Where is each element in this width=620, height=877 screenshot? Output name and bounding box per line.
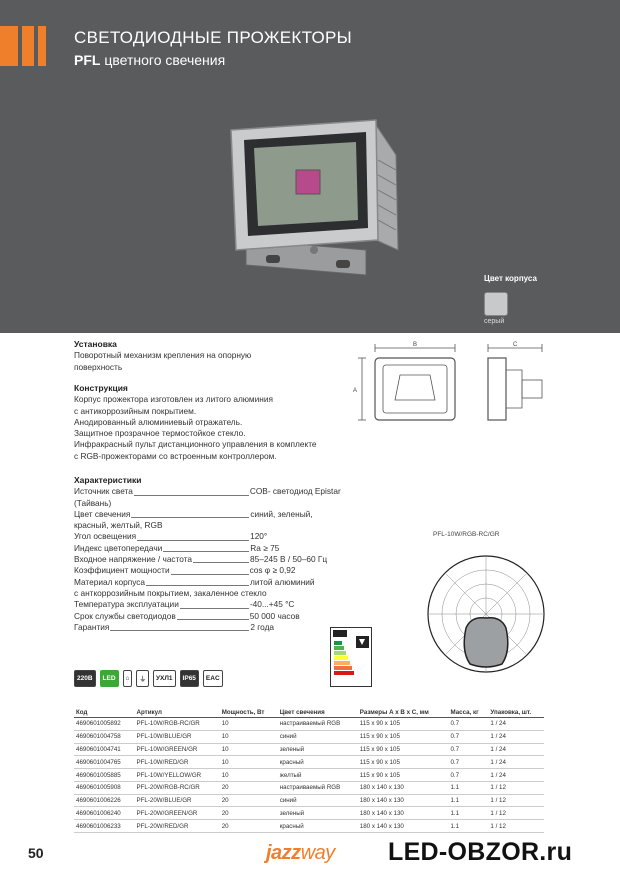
spec-row bbox=[74, 611, 364, 622]
table-cell: 10 bbox=[220, 718, 278, 731]
table-header-cell: Размеры А х В х С, мм bbox=[358, 708, 449, 718]
spec-value: Ra ≥ 75 bbox=[250, 542, 280, 553]
spec-key: Цвет свечения bbox=[74, 508, 131, 519]
construction-line: с RGB-прожекторами со встроенным контроллером. bbox=[74, 450, 277, 461]
construction-line: Защитное прозрачное термостойкое стекло. bbox=[74, 428, 246, 439]
spec-leader-line bbox=[177, 619, 249, 620]
table-cell: красный bbox=[278, 820, 358, 833]
spec-leader-line bbox=[180, 608, 249, 609]
spec-row bbox=[74, 531, 364, 542]
table-header-cell: Масса, кг bbox=[448, 708, 488, 718]
spec-row bbox=[74, 543, 364, 554]
ground-icon: ⏚ bbox=[136, 670, 149, 687]
spec-row bbox=[74, 599, 364, 610]
table-header-cell: Артикул bbox=[135, 708, 220, 718]
construction-line: Анодированный алюминиевый отражатель. bbox=[74, 416, 243, 427]
spec-continuation: с анткоррозийным покрытием, закаленное стекло bbox=[74, 587, 267, 598]
header-banner bbox=[0, 0, 620, 333]
spec-value: cos φ ≥ 0,92 bbox=[249, 565, 296, 576]
install-section bbox=[74, 339, 374, 373]
construction-line: Корпус прожектора изготовлен из литого алюминия bbox=[74, 394, 273, 405]
polar-light-distribution bbox=[426, 536, 546, 686]
table-header-cell: Мощность, Вт bbox=[220, 708, 278, 718]
table-cell: 20 bbox=[220, 820, 278, 833]
spec-leader-line bbox=[137, 540, 249, 541]
spec-leader-line bbox=[131, 517, 249, 518]
table-cell: 1 / 12 bbox=[488, 820, 544, 833]
table-header-cell: Упаковка, шт. bbox=[488, 708, 544, 718]
table-header-row bbox=[74, 708, 544, 718]
table-row bbox=[74, 743, 544, 756]
spec-list bbox=[74, 486, 364, 633]
spec-row bbox=[74, 565, 364, 576]
spec-value: 85–245 В / 50–60 Гц bbox=[250, 554, 328, 565]
spec-row bbox=[74, 509, 364, 520]
table-cell: 115 х 90 х 105 bbox=[358, 743, 449, 756]
table-cell: 4690601006233 bbox=[74, 820, 135, 833]
dim-a-label: A bbox=[353, 388, 358, 394]
brand-stripes bbox=[0, 26, 60, 66]
table-cell: 0.7 bbox=[448, 743, 488, 756]
case-color-swatch bbox=[484, 292, 508, 316]
spec-key: Срок службы светодиодов bbox=[74, 610, 176, 621]
table-cell: зеленый bbox=[278, 807, 358, 820]
table-row bbox=[74, 718, 544, 731]
spec-row bbox=[74, 577, 364, 588]
table-cell: PFL-10W/BLUE/GR bbox=[135, 730, 220, 743]
floodlight-photo bbox=[226, 100, 426, 280]
table-cell: 1 / 24 bbox=[488, 769, 544, 782]
table-cell: PFL-20W/BLUE/GR bbox=[135, 794, 220, 807]
page-title: СВЕТОДИОДНЫЕ ПРОЖЕКТОРЫ bbox=[74, 28, 353, 47]
eac-badge: EAC bbox=[203, 670, 223, 687]
spec-key: Гарантия bbox=[74, 621, 110, 632]
table-cell: 180 х 140 х 130 bbox=[358, 794, 449, 807]
table-cell: синий bbox=[278, 794, 358, 807]
table-cell: 10 bbox=[220, 756, 278, 769]
table-cell: 115 х 90 х 105 bbox=[358, 769, 449, 782]
table-cell: 20 bbox=[220, 794, 278, 807]
table-cell: 4690601004765 bbox=[74, 756, 135, 769]
table-cell: 10 bbox=[220, 769, 278, 782]
table-cell: 0.7 bbox=[448, 730, 488, 743]
table-row bbox=[74, 781, 544, 794]
spec-continuation: (Тайвань) bbox=[74, 497, 112, 508]
table-row bbox=[74, 820, 544, 833]
table-cell: синий bbox=[278, 730, 358, 743]
product-table bbox=[74, 708, 544, 833]
table-cell: настраиваемый RGB bbox=[278, 781, 358, 794]
specs-section bbox=[74, 475, 364, 633]
table-cell: 0.7 bbox=[448, 756, 488, 769]
page-number: 50 bbox=[28, 845, 44, 861]
table-cell: 1 / 24 bbox=[488, 730, 544, 743]
page-subtitle: PFL цветного свечения bbox=[74, 52, 226, 68]
table-cell: PFL-20W/RED/GR bbox=[135, 820, 220, 833]
table-cell: 0.7 bbox=[448, 769, 488, 782]
spec-row bbox=[74, 554, 364, 565]
spec-key: Индекс цветопередачи bbox=[74, 542, 163, 553]
table-row bbox=[74, 730, 544, 743]
table-row bbox=[74, 756, 544, 769]
spec-leader-line bbox=[193, 562, 249, 563]
spec-key: Материал корпуса bbox=[74, 576, 146, 587]
table-header-cell: Цвет свечения bbox=[278, 708, 358, 718]
construction-section bbox=[74, 383, 374, 462]
table-cell: 4690601004741 bbox=[74, 743, 135, 756]
table-cell: 4690601005885 bbox=[74, 769, 135, 782]
table-cell: 20 bbox=[220, 807, 278, 820]
table-cell: 180 х 140 х 130 bbox=[358, 807, 449, 820]
house-icon: ⌂ bbox=[123, 670, 133, 687]
table-row bbox=[74, 794, 544, 807]
spec-value: -40...+45 °С bbox=[249, 599, 295, 610]
table-cell: настраиваемый RGB bbox=[278, 718, 358, 731]
spec-row bbox=[74, 622, 364, 633]
dimension-drawing bbox=[350, 340, 560, 430]
table-cell: 4690601006226 bbox=[74, 794, 135, 807]
energy-label bbox=[330, 627, 372, 687]
table-cell: PFL-10W/GREEN/GR bbox=[135, 743, 220, 756]
construction-line: с антикоррозийным покрытием. bbox=[74, 405, 197, 416]
jazzway-logo: jazzway bbox=[266, 842, 335, 864]
table-cell: 1 / 12 bbox=[488, 807, 544, 820]
table-cell: 180 х 140 х 130 bbox=[358, 781, 449, 794]
table-cell: PFL-20W/RGB-RC/GR bbox=[135, 781, 220, 794]
table-cell: красный bbox=[278, 756, 358, 769]
table-cell: 180 х 140 х 130 bbox=[358, 820, 449, 833]
table-cell: 1.1 bbox=[448, 820, 488, 833]
table-cell: 115 х 90 х 105 bbox=[358, 756, 449, 769]
spec-continuation: красный, желтый, RGB bbox=[74, 520, 163, 531]
spec-row bbox=[74, 486, 364, 497]
spec-value: 50 000 часов bbox=[249, 610, 300, 621]
case-color-label: Цвет корпуса bbox=[484, 274, 537, 283]
spec-value: 2 года bbox=[250, 621, 275, 632]
table-cell: зеленый bbox=[278, 743, 358, 756]
spec-value: 120° bbox=[250, 531, 268, 542]
table-cell: 10 bbox=[220, 743, 278, 756]
table-cell: 1 / 12 bbox=[488, 781, 544, 794]
table-header-cell: Код bbox=[74, 708, 135, 718]
specs-heading: Характеристики bbox=[74, 475, 142, 485]
spec-leader-line bbox=[163, 551, 249, 552]
table-row bbox=[74, 807, 544, 820]
table-cell: 4690601005908 bbox=[74, 781, 135, 794]
table-cell: PFL-10W/RED/GR bbox=[135, 756, 220, 769]
dim-c-label: C bbox=[513, 342, 518, 348]
table-cell: 0.7 bbox=[448, 718, 488, 731]
voltage-220v-badge: 220B bbox=[74, 670, 96, 687]
spec-leader-line bbox=[134, 495, 249, 496]
table-cell: 1 / 12 bbox=[488, 794, 544, 807]
spec-key: Температура эксплуатации bbox=[74, 599, 179, 610]
spec-key: Входное напряжение / частота bbox=[74, 554, 193, 565]
dim-b-label: B bbox=[413, 342, 418, 348]
table-cell: 1.1 bbox=[448, 807, 488, 820]
polar-diagram-title: PFL-10W/RGB-RC/GR bbox=[433, 531, 500, 538]
table-body bbox=[74, 718, 544, 833]
table-cell: 1 / 24 bbox=[488, 756, 544, 769]
table-cell: PFL-20W/GREEN/GR bbox=[135, 807, 220, 820]
spec-value: синий, зеленый, bbox=[250, 508, 313, 519]
table-cell: 4690601006240 bbox=[74, 807, 135, 820]
certification-badges bbox=[74, 670, 223, 687]
table-cell: PFL-10W/YELLOW/GR bbox=[135, 769, 220, 782]
table-cell: 10 bbox=[220, 730, 278, 743]
table-cell: 115 х 90 х 105 bbox=[358, 718, 449, 731]
case-color-name: серый bbox=[484, 318, 505, 325]
construction-heading: Конструкция bbox=[74, 383, 128, 393]
spec-value: литой алюминий bbox=[250, 576, 315, 587]
table-cell: 4690601005892 bbox=[74, 718, 135, 731]
table-cell: желтый bbox=[278, 769, 358, 782]
table-cell: 1 / 24 bbox=[488, 743, 544, 756]
install-heading: Установка bbox=[74, 339, 117, 349]
ip65-badge: IP65 bbox=[180, 670, 199, 687]
spec-key: Коэффициент мощности bbox=[74, 565, 170, 576]
table-row bbox=[74, 769, 544, 782]
spec-leader-line bbox=[110, 630, 249, 631]
table-cell: 1.1 bbox=[448, 794, 488, 807]
table-cell: 1 / 24 bbox=[488, 718, 544, 731]
spec-key: Угол освещения bbox=[74, 531, 137, 542]
spec-leader-line bbox=[146, 585, 249, 586]
led-badge: LED bbox=[100, 670, 119, 687]
table-cell: 1.1 bbox=[448, 781, 488, 794]
table-cell: 115 х 90 х 105 bbox=[358, 730, 449, 743]
spec-value: COB- светодиод Epistar bbox=[249, 486, 341, 497]
climate-uhl1-badge: УХЛ1 bbox=[153, 670, 176, 687]
spec-leader-line bbox=[171, 574, 249, 575]
install-text: Поворотный механизм крепления на опорную поверхность bbox=[74, 350, 252, 372]
spec-key: Источник света bbox=[74, 486, 133, 497]
construction-line: Инфракрасный пульт дистанционного управления в комплекте bbox=[74, 439, 317, 450]
table-cell: PFL-10W/RGB-RC/GR bbox=[135, 718, 220, 731]
site-watermark: LED-OBZOR.ru bbox=[388, 838, 573, 866]
table-cell: 20 bbox=[220, 781, 278, 794]
table-cell: 4690601004758 bbox=[74, 730, 135, 743]
